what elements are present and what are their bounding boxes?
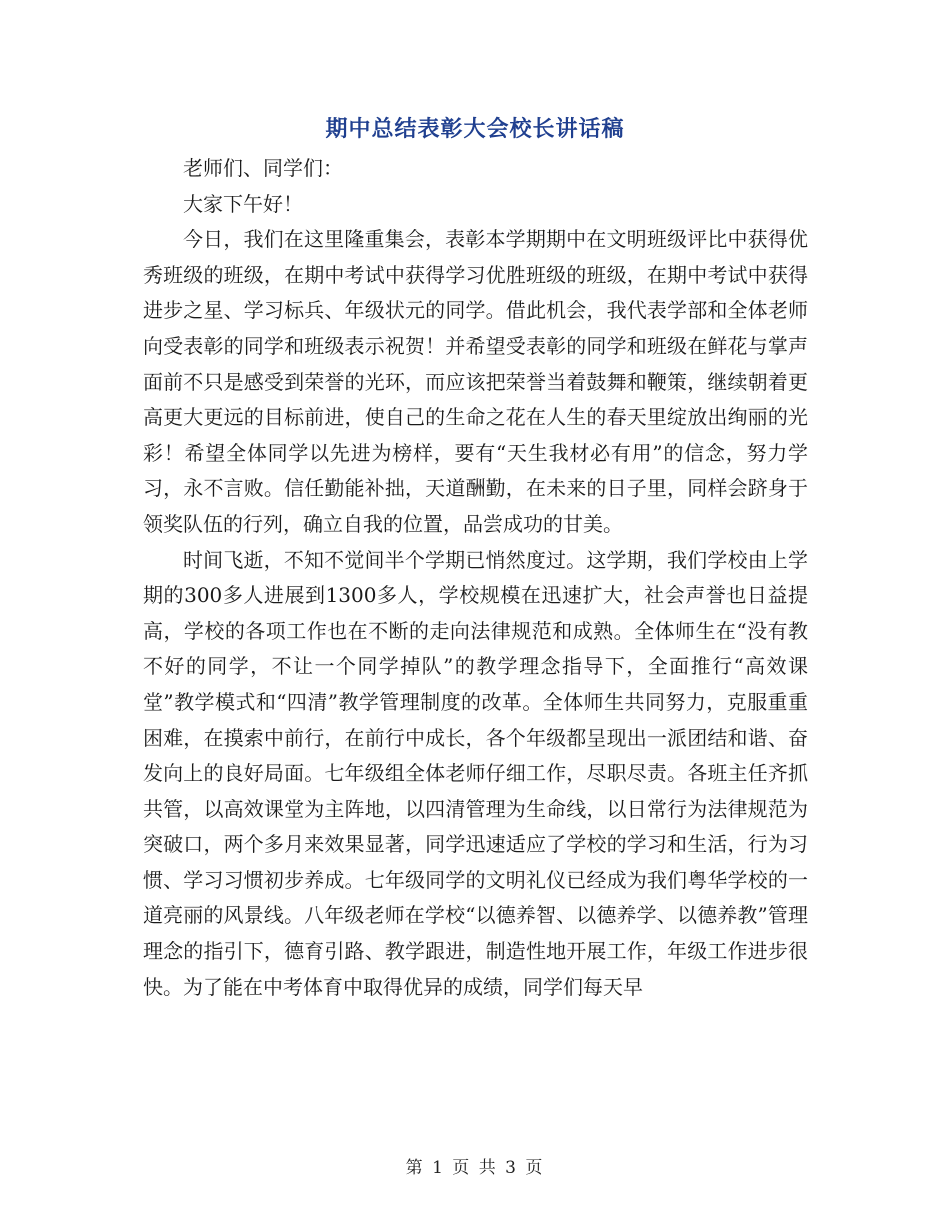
page-number-footer: 第 1 页 共 3 页	[405, 1158, 545, 1178]
document-title: 期中总结表彰大会校长讲话稿	[325, 116, 625, 142]
body-paragraph-1: 今日，我们在这里隆重集会，表彰本学期期中在文明班级评比中获得优秀班级的班级，在期中考试中获得学习优胜班级的班级，在期中考试中获得进步之星、学习标兵、年级状元的同学。借此机会，我代表学部和全体老师向受表彰的同学和班级表示祝贺！并希望受表彰的同学和班级在鲜花与掌声面前不只是感受到荣誉的光环，而应该把荣誉当着鼓舞和鞭策，继续朝着更高更大更远的目标前进，使自己的生命之花在人生的春天里绽放出绚丽的光彩！希望全体同学以先进为榜样，要有“天生我材必有用”的信念，努力学习，永不言败。信任勤能补拙，天道酬勤，在未来的日子里，同样会跻身于领奖队伍的行列，确立自我的位置，品尝成功的甘美。	[143, 227, 808, 536]
greeting-paragraph: 老师们、同学们：	[183, 156, 343, 180]
document-body	[143, 151, 808, 1005]
body-paragraph-2: 时间飞逝，不知不觉间半个学期已悄然度过。这学期，我们学校由上学期的300多人进展到1300多人，学校规模在迅速扩大，社会声誉也日益提高，学校的各项工作也在不断的走向法律规范和成熟。全体师生在“没有教不好的同学，不让一个同学掉队”的教学理念指导下，全面推行“高效课堂”教学模式和“四清”教学管理制度的改革。全体师生共同努力，克服重重困难，在摸索中前行，在前行中成长，各个年级都呈现出一派团结和谐、奋发向上的良好局面。七年级组全体老师仔细工作，尽职尽责。各班主任齐抓共管，以高效课堂为主阵地，以四清管理为生命线，以日常行为法律规范为突破口，两个多月来效果显著，同学迅速适应了学校的学习和生活，行为习惯、学习习惯初步养成。七年级同学的文明礼仪已经成为我们粤华学校的一道亮丽的风景线。八年级老师在学校“以德养智、以德养学、以德养教”管理理念的指引下，德育引路、教学跟进，制造性地开展工作，年级工作进步很快。为了能在中考体育中取得优异的成绩，同学们每天早	[143, 547, 808, 999]
salutation-paragraph: 大家下午好！	[183, 191, 303, 216]
